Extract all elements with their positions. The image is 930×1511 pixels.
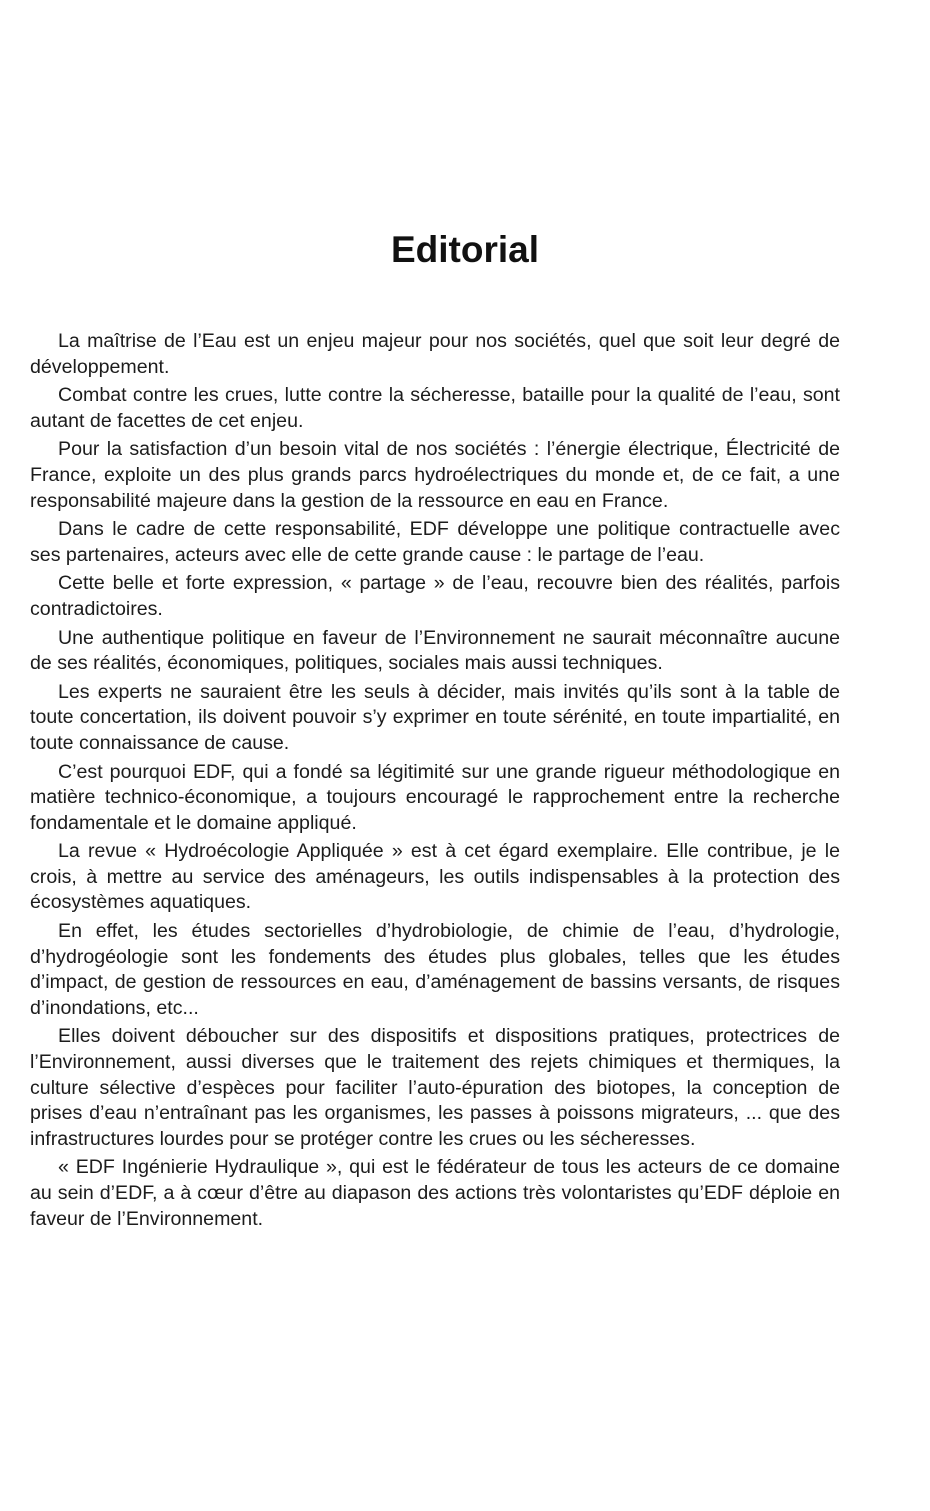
paragraph: Combat contre les crues, lutte contre la sécheresse, bataille pour la qualité de l’eau, sont autant de facettes de cet enjeu. [30, 384, 840, 432]
paragraph: Pour la satisfaction d’un besoin vital de nos sociétés : l’énergie électrique, Électricité de France, exploite un des plus grands parcs hydroélectriques du monde et, de ce fait, a une responsabilité majeure dans la gestion de la ressource en eau en France. [30, 438, 840, 512]
paragraph: « EDF Ingénierie Hydraulique », qui est le fédérateur de tous les acteurs de ce domaine au sein d’EDF, a à cœur d’être au diapason des actions très volontaristes qu’EDF déploie en faveur de l’Environnement. [30, 1156, 840, 1230]
paragraph: La revue « Hydroécologie Appliquée » est à cet égard exemplaire. Elle contribue, je le crois, à mettre au service des aménageurs, les outils indispensables à la protection des écosystèmes aquatiques. [30, 840, 840, 914]
page-title: Editorial [390, 229, 540, 270]
paragraph: La maîtrise de l’Eau est un enjeu majeur pour nos sociétés, quel que soit leur degré de développement. [30, 330, 840, 378]
paragraph: Les experts ne sauraient être les seuls à décider, mais invités qu’ils sont à la table de toute concertation, ils doivent pouvoir s’y exprimer en toute sérénité, en toute impartialité, en toute connaissance de cause. [30, 680, 840, 754]
paragraph: Cette belle et forte expression, « partage » de l’eau, recouvre bien des réalités, parfois contradictoires. [30, 572, 840, 620]
paragraph: Dans le cadre de cette responsabilité, EDF développe une politique contractuelle avec ses partenaires, acteurs avec elle de cette grande cause : le partage de l’eau. [30, 518, 840, 566]
paragraph: Une authentique politique en faveur de l’Environnement ne saurait méconnaître aucune de ses réalités, économiques, politiques, sociales mais aussi techniques. [30, 626, 840, 675]
paragraph: C’est pourquoi EDF, qui a fondé sa légitimité sur une grande rigueur méthodologique en matière technico-économique, a toujours encouragé le rapprochement entre la recherche fondamentale et le domaine appliqué. [30, 760, 840, 834]
paragraph-container [30, 329, 840, 1232]
paragraph: Elles doivent déboucher sur des dispositifs et dispositions pratiques, protectrices de l’Environnement, aussi diverses que le traitement des rejets chimiques et thermiques, la culture sélective d’espèces pour faciliter l’auto-épuration des biotopes, la conception de prises d’eau n’entraînant pas les organismes, les passes à poissons migrateurs, ... que des infrastructures lourdes pour se protéger contre les crues ou les sécheresses. [30, 1025, 840, 1150]
paragraph: En effet, les études sectorielles d’hydrobiologie, de chimie de l’eau, d’hydrologie, d’hydrogéologie sont les fondements des études plus globales, telles que les études d’impact, de gestion de ressources en eau, d’aménagement de bassins versants, de risques d’inondations, etc... [30, 920, 840, 1019]
article-body [30, 329, 840, 1235]
